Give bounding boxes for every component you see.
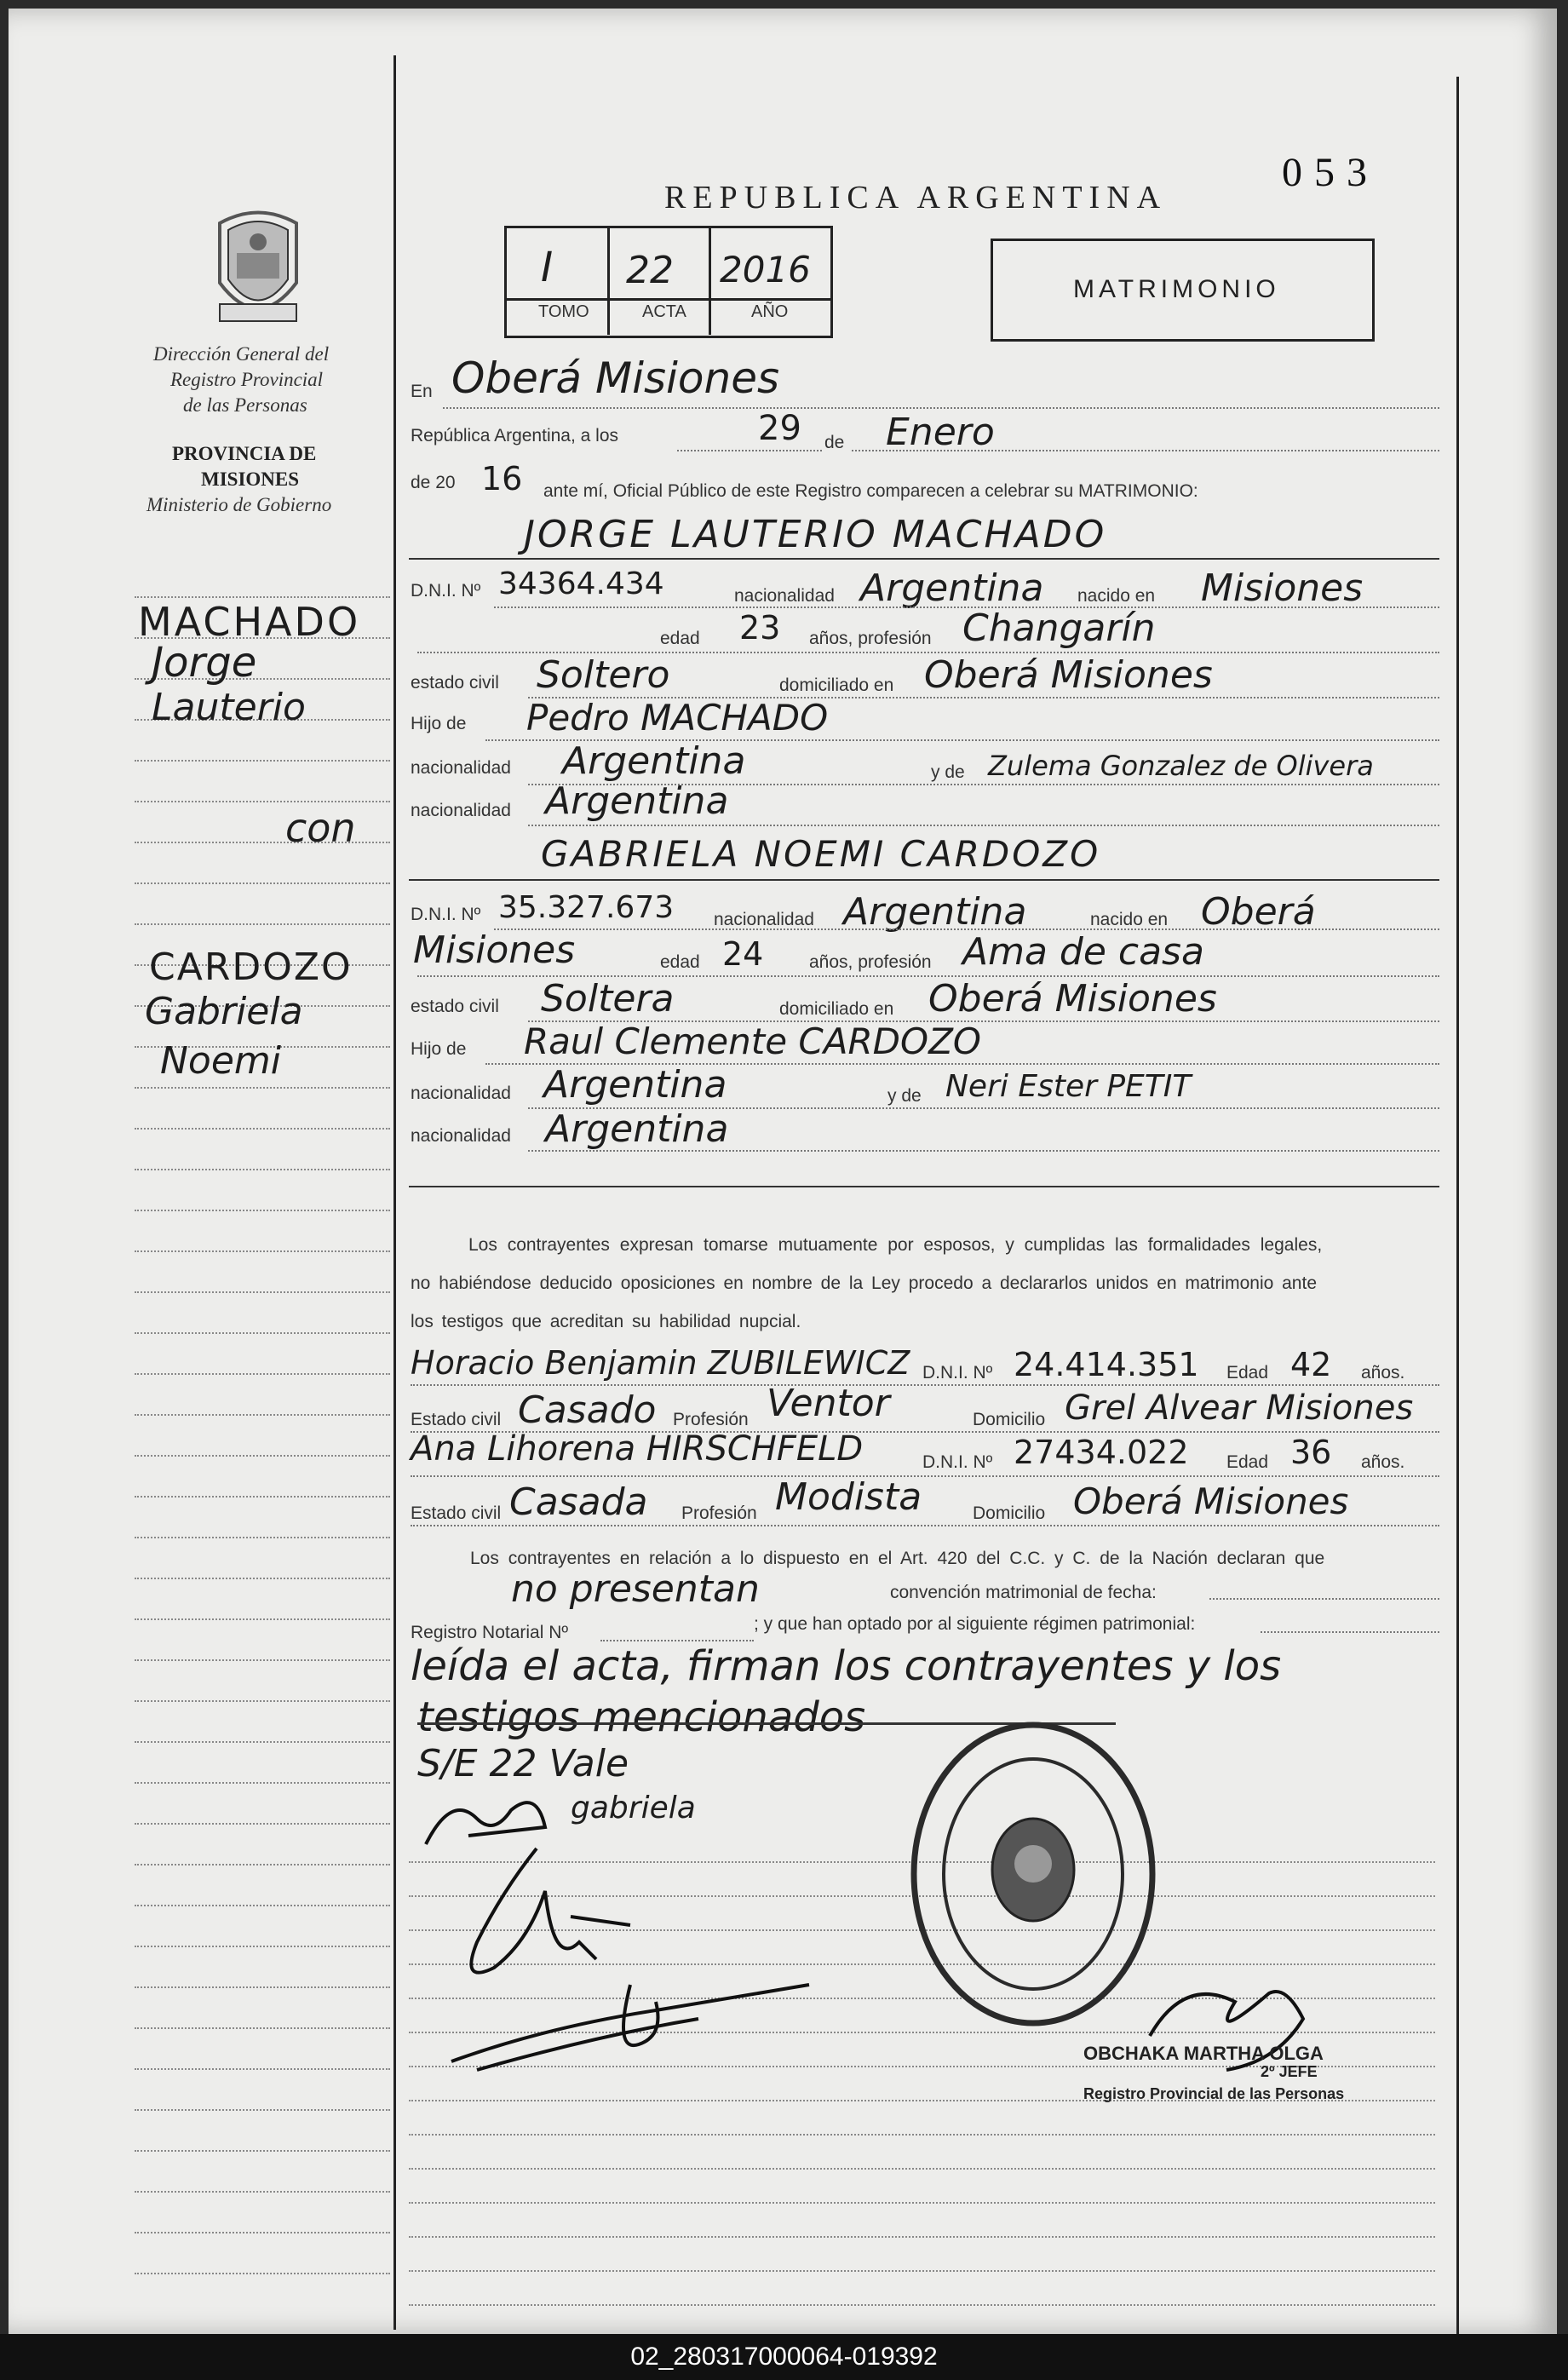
bride-signature-text: gabriela: [571, 1791, 696, 1825]
groom-dni: 34364.434: [498, 566, 664, 601]
table-divider-2: [709, 226, 711, 335]
officer-name: OBCHAKA MARTHA OLGA: [1083, 2043, 1324, 2064]
acta-label: ACTA: [642, 302, 686, 321]
bride-nacionalidad-label: nacionalidad: [714, 910, 814, 929]
groom-nacido-label: nacido en: [1077, 586, 1156, 606]
groom-dni-label: D.N.I. Nº: [411, 581, 481, 601]
bride-dni: 35.327.673: [498, 890, 675, 925]
left-margin-rule: [393, 55, 396, 2330]
groom-nacionalidad: Argentina: [860, 566, 1044, 610]
folio-number: 053: [1282, 150, 1379, 195]
margin-groom-name-2: Lauterio: [152, 686, 306, 729]
bride-mother-nat: Argentina: [545, 1107, 729, 1151]
margin-groom-surname: MACHADO: [138, 599, 361, 645]
groom-anos-label: años, profesión: [809, 629, 932, 648]
office-line-3: de las Personas: [183, 394, 307, 416]
regimen-text: ; y que han optado por al siguiente régimen patrimonial:: [754, 1614, 1196, 1634]
witness-2-line: [411, 1475, 1439, 1477]
convention-date-line: [1209, 1598, 1439, 1600]
place-value: Oberá Misiones: [451, 354, 780, 403]
table-divider-1: [607, 226, 610, 335]
document-type: MATRIMONIO: [1073, 275, 1280, 303]
closing-line-1: leída el acta, firman los contrayentes y los: [411, 1642, 1282, 1690]
bride-section-end-line: [409, 1186, 1439, 1187]
province-line-2: MISIONES: [201, 469, 300, 490]
margin-bride-name-2: Noemi: [160, 1039, 281, 1083]
footer-code: 02_280317000064-019392: [0, 2334, 1568, 2380]
groom-profesion: Changarín: [962, 606, 1156, 650]
margin-con: con: [285, 805, 356, 851]
registro-label: Registro Notarial Nº: [411, 1623, 569, 1642]
bride-domicilio: Oberá Misiones: [928, 977, 1217, 1020]
witness-1-domicilio-label: Domicilio: [973, 1410, 1046, 1429]
anio-value: 2016: [720, 249, 811, 290]
registry-stamp-icon: [901, 1712, 1165, 2036]
year-suffix: 16: [481, 460, 523, 497]
tomo-value: I: [541, 244, 554, 291]
witness-1-estado: Casado: [518, 1388, 657, 1432]
acta-value: 22: [626, 249, 674, 292]
day-line: [677, 450, 822, 451]
witness-2-domicilio: Oberá Misiones: [1073, 1480, 1349, 1522]
groom-name-line: [409, 558, 1439, 560]
place-line: [443, 407, 1439, 409]
margin-groom-name-1: Jorge: [152, 639, 257, 687]
day-value: 29: [758, 409, 801, 448]
witness-2-domicilio-label: Domicilio: [973, 1503, 1046, 1523]
groom-father: Pedro MACHADO: [526, 697, 829, 739]
declaration-line-2: no habiéndose deducido oposiciones en nombre de la Ley procedo a declararlos unidos en matrimonio ante: [411, 1273, 1318, 1293]
bride-nacionalidad: Argentina: [843, 890, 1027, 934]
year-prefix: de 20: [411, 473, 456, 492]
bride-nacido-2: Misiones: [413, 928, 576, 972]
witness-1-estado-label: Estado civil: [411, 1410, 502, 1429]
bride-hijo-label: Hijo de: [411, 1039, 467, 1059]
office-line-2: Registro Provincial: [170, 369, 324, 390]
bride-father-nat: Argentina: [543, 1063, 727, 1107]
bride-domicilio-label: domiciliado en: [779, 999, 894, 1019]
groom-father-nat: Argentina: [562, 739, 746, 783]
bride-dni-label: D.N.I. Nº: [411, 905, 481, 924]
witness-1-edad-label: Edad: [1226, 1363, 1269, 1383]
ministry-name: Ministerio de Gobierno: [146, 494, 332, 515]
bride-nacido-label: nacido en: [1090, 910, 1169, 929]
closing-line-2: testigos mencionados: [417, 1693, 866, 1741]
ante-text: ante mí, Oficial Público de este Registro comparecen a celebrar su MATRIMONIO:: [543, 481, 1198, 501]
witness-1-dni-label: D.N.I. Nº: [922, 1363, 993, 1383]
groom-edad: 23: [739, 609, 781, 647]
groom-nacido: Misiones: [1201, 566, 1364, 610]
bride-edad: 24: [722, 935, 764, 973]
witness-2-profesion: Modista: [775, 1475, 922, 1519]
bride-father: Raul Clemente CARDOZO: [524, 1020, 981, 1062]
witness-2-line-2: [411, 1525, 1439, 1526]
bride-name: GABRIELA NOEMI CARDOZO: [541, 833, 1101, 875]
witness-1-profesion: Ventor: [767, 1382, 890, 1425]
bride-yde-label: y de: [887, 1086, 922, 1106]
declaration-line-1: Los contrayentes expresan tomarse mutuamente por esposos, y cumplidas las formalidades legales,: [468, 1235, 1323, 1255]
groom-yde-label: y de: [931, 762, 965, 782]
declaration-line-3: los testigos que acreditan su habilidad nupcial.: [411, 1312, 801, 1331]
bride-mother-nat-label: nacionalidad: [411, 1126, 511, 1146]
margin-bride-name-1: Gabriela: [145, 990, 303, 1033]
registro-line: [600, 1640, 754, 1641]
province-line-1: PROVINCIA DE: [172, 443, 317, 464]
witness-2-profesion-label: Profesión: [681, 1503, 757, 1523]
witness-1-line: [411, 1384, 1439, 1386]
witness-2-anos-label: años.: [1361, 1452, 1405, 1472]
groom-mother-nat-label: nacionalidad: [411, 801, 511, 820]
convention-handwritten: no presentan: [511, 1567, 760, 1611]
table-divider-h: [504, 298, 830, 301]
bride-mother: Neri Ester PETIT: [945, 1069, 1192, 1104]
witness-signature-icon: [443, 1968, 835, 2087]
anio-label: AÑO: [751, 302, 789, 321]
groom-hijo-label: Hijo de: [411, 714, 467, 733]
groom-mother-nat: Argentina: [545, 779, 729, 823]
bride-profesion: Ama de casa: [962, 930, 1204, 974]
groom-domicilio-label: domiciliado en: [779, 675, 894, 695]
tomo-label: TOMO: [538, 302, 589, 321]
closing-line-3: S/E 22 Vale: [417, 1742, 629, 1785]
groom-domicilio: Oberá Misiones: [924, 653, 1213, 697]
bride-edad-label: edad: [660, 952, 700, 972]
witness-1-profesion-label: Profesión: [673, 1410, 749, 1429]
witness-1-name: Horacio Benjamin ZUBILEWICZ: [411, 1344, 910, 1382]
right-margin-rule: [1456, 77, 1459, 2334]
bride-father-nat-label: nacionalidad: [411, 1084, 511, 1103]
bride-line-6: [528, 1150, 1439, 1152]
bride-nacido-1: Oberá: [1201, 890, 1316, 934]
witness-2-edad-label: Edad: [1226, 1452, 1269, 1472]
witness-1-anos-label: años.: [1361, 1363, 1405, 1383]
witness-2-dni-label: D.N.I. Nº: [922, 1452, 993, 1472]
witness-2-estado-label: Estado civil: [411, 1503, 502, 1523]
groom-estado-label: estado civil: [411, 673, 499, 693]
officer-office: Registro Provincial de las Personas: [1083, 2085, 1345, 2102]
country-title: REPUBLICA ARGENTINA: [664, 180, 1168, 216]
bride-name-line: [409, 879, 1439, 881]
groom-estado: Soltero: [537, 653, 670, 697]
groom-line-6: [528, 825, 1439, 826]
republica-label: República Argentina, a los: [411, 426, 618, 446]
office-line-1: Dirección General del: [153, 343, 330, 365]
officer-role: 2º JEFE: [1261, 2063, 1318, 2080]
en-label: En: [411, 382, 433, 401]
groom-mother: Zulema Gonzalez de Olivera: [988, 750, 1374, 782]
bride-anos-label: años, profesión: [809, 952, 932, 972]
witness-1-domicilio: Grel Alvear Misiones: [1065, 1388, 1414, 1428]
document-page: [9, 9, 1557, 2334]
witness-2-name: Ana Lihorena HIRSCHFELD: [411, 1429, 864, 1469]
witness-2-estado: Casada: [509, 1480, 648, 1524]
margin-bride-surname: CARDOZO: [149, 946, 353, 989]
convention-line-1: Los contrayentes en relación a lo dispuesto en el Art. 420 del C.C. y C. de la Nación declaran que: [470, 1549, 1325, 1568]
province-emblem-icon: [203, 206, 313, 334]
groom-father-nat-label: nacionalidad: [411, 758, 511, 778]
convention-line-2: convención matrimonial de fecha:: [890, 1583, 1157, 1602]
month-value: Enero: [886, 411, 995, 454]
bride-estado-label: estado civil: [411, 997, 499, 1016]
groom-nacionalidad-label: nacionalidad: [734, 586, 835, 606]
groom-edad-label: edad: [660, 629, 700, 648]
witness-2-dni: 27434.022: [1014, 1434, 1189, 1471]
witness-1-edad: 42: [1290, 1346, 1332, 1383]
groom-name: JORGE LAUTERIO MACHADO: [524, 513, 1107, 556]
witness-2-edad: 36: [1290, 1434, 1332, 1471]
witness-1-dni: 24.414.351: [1014, 1346, 1199, 1383]
regimen-line: [1261, 1631, 1439, 1633]
de-label: de: [824, 433, 845, 452]
bride-estado: Soltera: [541, 977, 675, 1020]
